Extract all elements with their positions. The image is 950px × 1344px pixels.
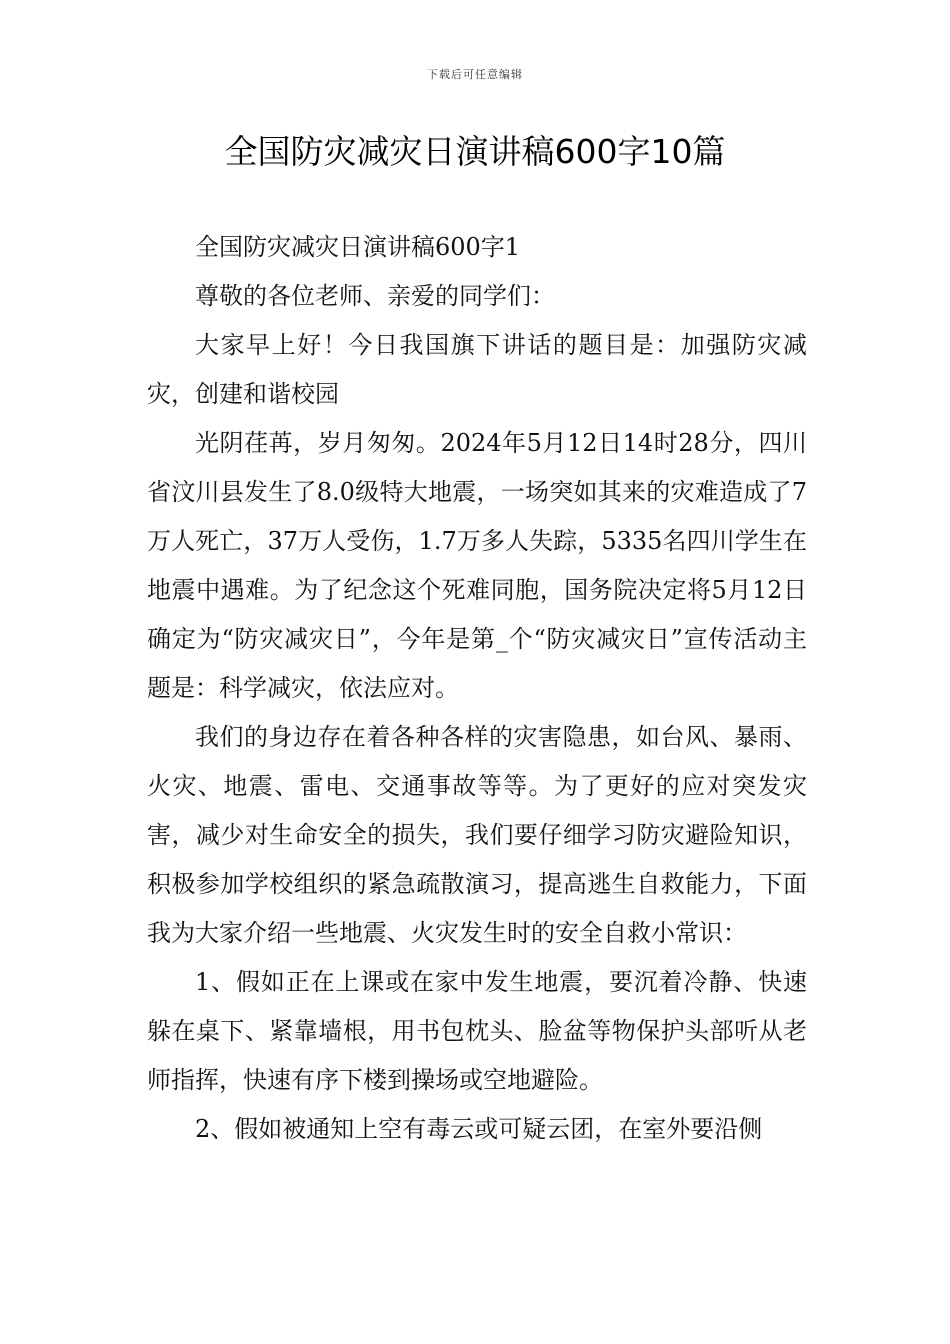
salutation: 尊敬的各位老师、亲爱的同学们： (195, 282, 555, 310)
body-paragraph: 2、假如被通知上空有毒云或可疑云团，在室外要沿侧 (195, 1115, 763, 1143)
body-paragraph: 1、假如正在上课或在家中发生地震，要沉着冷静、快速躲在桌下、紧靠墙根，用书包枕头、脸盆等物保护头部听从老师指挥，快速有序下楼到操场或空地避险。 (147, 968, 807, 1094)
body-paragraph: 大家早上好！今日我国旗下讲话的题目是：加强防灾减灾，创建和谐校园 (147, 331, 807, 408)
document-body (147, 223, 807, 1154)
body-paragraph: 光阴荏苒，岁月匆匆。2024年5月12日14时28分，四川省汶川县发生了8.0级特大地震，一场突如其来的灾难造成了7万人死亡，37万人受伤，1.7万多人失踪，5335名四川学生在地震中遇难。为了纪念这个死难同胞，国务院决定将5月12日确定为“防灾减灾日”，今年是第_个“防灾减灾日”宣传活动主题是：科学减灾，依法应对。 (147, 429, 807, 702)
section-heading: 全国防灾减灾日演讲稿600字1 (195, 233, 521, 261)
header-note: 下载后可任意编辑 (427, 68, 523, 81)
document-title: 全国防灾减灾日演讲稿600字10篇 (224, 132, 726, 171)
body-paragraph: 我们的身边存在着各种各样的灾害隐患，如台风、暴雨、火灾、地震、雷电、交通事故等等。为了更好的应对突发灾害，减少对生命安全的损失，我们要仔细学习防灾避险知识，积极参加学校组织的紧急疏散演习，提高逃生自救能力，下面我为大家介绍一些地震、火灾发生时的安全自救小常识： (147, 723, 807, 947)
